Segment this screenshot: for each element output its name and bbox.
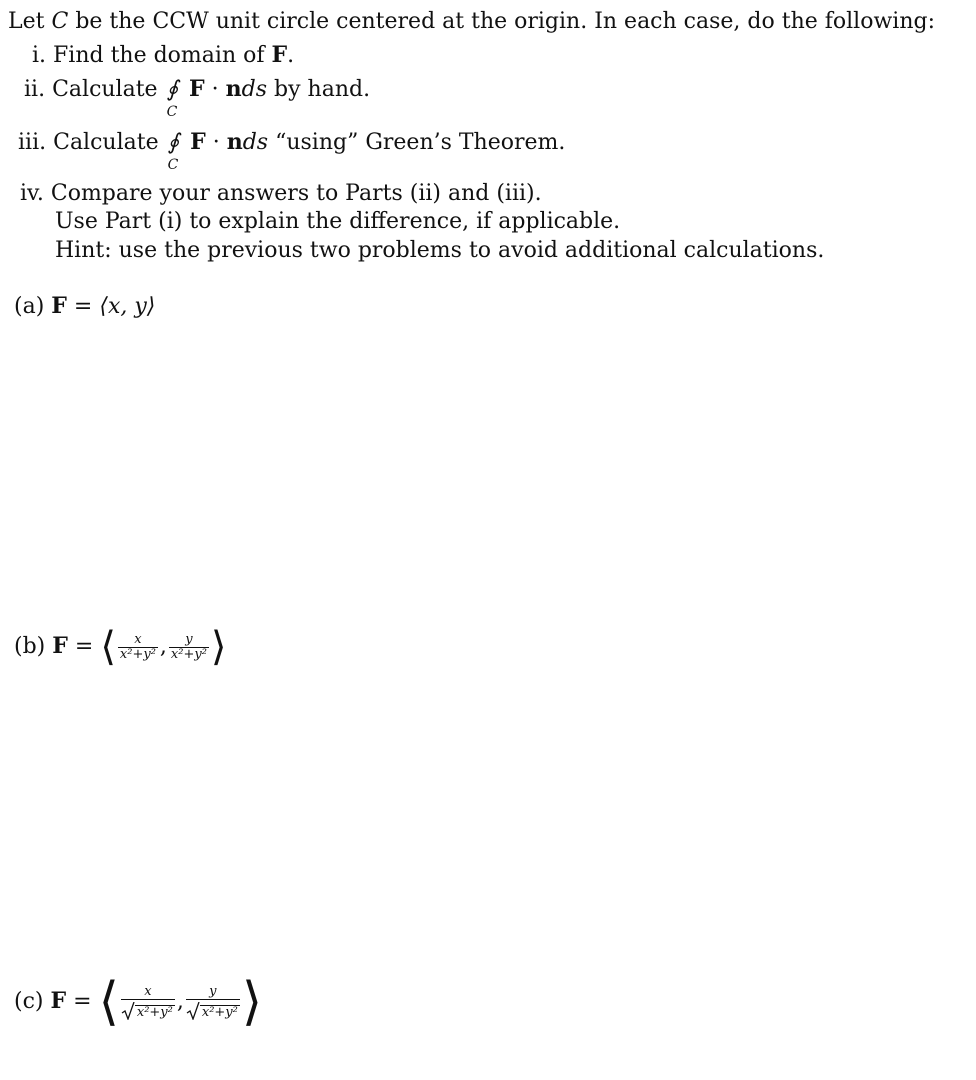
part-c [14, 972, 263, 1032]
vector-field-symbol: F [189, 76, 205, 102]
radicand: x²+y² [201, 1004, 238, 1020]
intro-text-end: be the CCW unit circle centered at the origin. In each case, do the following: [75, 9, 935, 34]
item-ii-post: by hand. [274, 77, 371, 102]
oint-glyph: ∮ [166, 77, 179, 102]
ds-symbol: ds [242, 130, 269, 155]
vector-field-symbol: F [190, 129, 206, 155]
equals-sign: = [73, 294, 93, 319]
normal-vector-symbol: n [225, 76, 242, 102]
item-i-text: Find the domain of [53, 43, 265, 68]
vector-field-symbol: F [51, 293, 67, 319]
item-ii-pre: Calculate [52, 77, 158, 102]
comma: , [176, 989, 184, 1014]
item-iv-line2: Use Part (i) to explain the difference, if applicable. [55, 209, 621, 234]
left-angle-bracket: ⟨ [100, 624, 116, 670]
item-ii [24, 75, 371, 120]
vector-field-symbol: F [50, 988, 67, 1014]
part-a-label: (a) [14, 294, 45, 319]
item-iv-line1: Compare your answers to Parts (ii) and (iii). [50, 181, 542, 206]
contour-integral-symbol [166, 76, 179, 120]
fraction-x-sqrt [121, 985, 175, 1020]
item-iv-line3: Hint: use the previous two problems to avoid additional calculations. [55, 238, 825, 263]
part-a [14, 292, 155, 321]
equals-sign: = [74, 634, 94, 659]
intro-line [8, 8, 935, 36]
part-b-label: (b) [14, 634, 46, 659]
item-iii-pre: Calculate [53, 130, 159, 155]
curve-symbol: C [51, 9, 69, 34]
item-ii-label: ii. [24, 77, 46, 102]
fraction-denominator: x²+y² [170, 646, 207, 662]
right-angle-bracket: ⟩ [210, 624, 227, 670]
normal-vector-symbol: n [226, 129, 243, 155]
right-angle-bracket: ⟩ [241, 972, 263, 1032]
ds-symbol: ds [241, 77, 268, 102]
dot-operator: · [212, 130, 220, 155]
dot-operator: · [211, 77, 219, 102]
fraction-x [118, 633, 158, 662]
item-iii-post: “using” Green’s Theorem. [275, 130, 566, 155]
contour-integral-symbol [167, 129, 180, 173]
item-iii-label: iii. [18, 130, 47, 155]
intro-text-start: Let [8, 9, 45, 34]
item-iv-label: iv. [20, 181, 44, 206]
item-i [32, 41, 294, 70]
comma: , [159, 634, 167, 659]
sqrt-denominator [186, 999, 240, 1020]
item-i-period: . [287, 43, 295, 68]
part-a-expression: ⟨x, y⟩ [99, 294, 156, 319]
vector-field-symbol: F [52, 633, 68, 659]
part-b [14, 624, 227, 670]
fraction-denominator: x²+y² [119, 646, 156, 662]
fraction-numerator: y [209, 983, 217, 999]
item-iii [18, 128, 566, 173]
oint-subscript: C [167, 157, 179, 173]
left-angle-bracket: ⟨ [98, 972, 119, 1032]
radicand: x²+y² [136, 1004, 173, 1020]
item-iv [20, 180, 542, 208]
fraction-y [169, 633, 209, 662]
fraction-numerator: y [185, 631, 193, 647]
oint-subscript: C [166, 104, 178, 120]
vector-field-symbol: F [271, 42, 288, 68]
part-c-label: (c) [14, 989, 44, 1014]
equals-sign: = [73, 989, 92, 1014]
radical-sign [186, 1002, 200, 1020]
item-i-label: i. [32, 43, 47, 68]
oint-glyph: ∮ [167, 130, 180, 155]
sqrt-denominator [121, 999, 175, 1020]
fraction-y-sqrt [186, 985, 240, 1020]
fraction-numerator: x [134, 631, 142, 647]
radical-sign [121, 1002, 135, 1020]
fraction-numerator: x [144, 983, 152, 999]
